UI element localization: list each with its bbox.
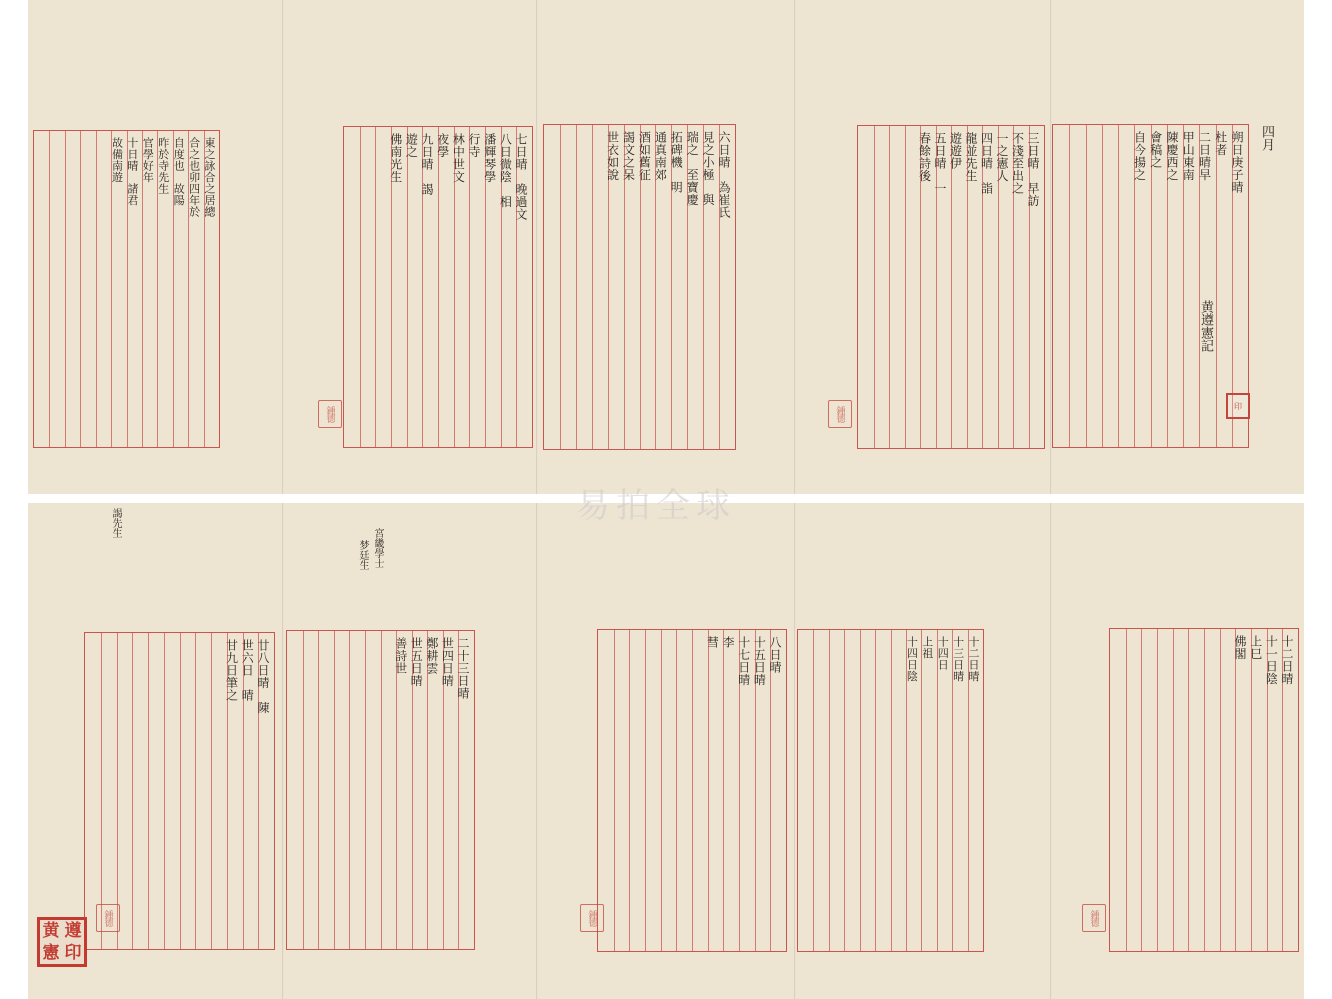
margin-note: 宮畿學士 [372,528,383,568]
manuscript-column: 世衣如說 [605,131,620,181]
ruling-line [96,131,97,447]
ruling-line [629,630,630,951]
manuscript-column: 不淺至出之 [1010,132,1025,195]
manuscript-panel-7 [286,630,475,950]
manuscript-column: 昨於寺先生 [156,137,170,195]
fold-line [1050,503,1052,999]
manuscript-column: 六日晴 為崔氏 [717,131,731,219]
title-seal: 印 [1226,393,1250,419]
manuscript-column: 自今揚之 [1132,131,1147,181]
manuscript-column: 善詩世 [393,637,408,675]
manuscript-column: 自度也 故陽 [172,137,186,206]
manuscript-column: 四日晴 詣 [979,132,994,195]
manuscript-column: 五日晴 一 [933,132,947,195]
month-heading: 四月 [1259,125,1274,151]
manuscript-panel-1 [33,130,220,448]
manuscript-column: 九日晴 謁 [420,133,434,196]
manuscript-column: 謁文之呆 [621,131,636,181]
watermark: 易拍全球 [576,486,736,526]
manuscript-column: 二十三日晴 [456,637,470,700]
ruling-line [80,131,81,447]
ruling-line [1188,629,1189,951]
ruling-line [1157,629,1158,951]
manuscript-column: 甘九日筆之 [224,639,239,702]
manuscript-panel-10 [1109,628,1299,952]
manuscript-column: 八日晴 [768,636,782,674]
ruling-line [1173,629,1174,951]
manuscript-column: 十二日晴 [967,636,980,682]
manuscript-column: 八日微陰 相 [498,133,513,208]
collector-seal: 鍾德 [96,904,120,932]
manuscript-column: 龍並先生 [964,132,978,182]
seal-char: 黄 [42,921,60,941]
ruling-line [49,131,50,447]
manuscript-column: 鄭耕雲 [424,637,439,675]
ruling-line [1102,125,1103,447]
manuscript-column: 官學好年 [141,137,155,183]
ruling-line [65,131,66,447]
ruling-line [148,633,149,949]
manuscript-column: 杜者 [1213,131,1228,156]
manuscript-panel-4 [857,125,1045,449]
ruling-line [375,127,376,447]
seal-char: 憲 [42,943,60,963]
fold-line [282,503,284,999]
manuscript-column: 廿八日晴 陳 [256,639,270,714]
fold-line [282,0,284,494]
manuscript-column: 十三日晴 [951,636,965,682]
manuscript-column: 十日晴 諸君 [125,137,139,206]
ruling-line [1069,125,1070,447]
fold-line [536,503,538,999]
manuscript-column: 七日晴 晚過文 [514,133,528,221]
manuscript-column: 世五日晴 [409,637,424,687]
ruling-line [614,630,615,951]
manuscript-column: 合之也卯四年於 [187,137,201,218]
ruling-line [195,633,196,949]
manuscript-column: 李 [721,636,735,649]
manuscript-column: 上祖 [920,636,934,659]
collector-seal: 鍾德 [318,400,342,428]
seal-char: 印 [64,943,82,963]
ruling-line [645,630,646,951]
ruling-line [875,630,876,951]
manuscript-panel-6 [84,632,275,950]
ruling-line [101,633,102,949]
ruling-line [334,631,335,949]
collector-seal-large [37,917,87,967]
title-note: 黄遵憲記 [1198,300,1213,352]
collector-seal: 鍾德 [580,904,604,932]
manuscript-column: 佛南光生 [388,133,403,183]
manuscript-column: 十五日晴 [752,636,767,686]
ruling-line [211,633,212,949]
ruling-line [1204,629,1205,951]
manuscript-column: 世六日 晴 [240,639,255,702]
manuscript-column: 通真南郊 [653,131,668,181]
ruling-line [1220,629,1221,951]
ruling-line [891,630,892,951]
manuscript-column: 十一日陰 [1264,635,1279,685]
manuscript-panel-8 [597,629,787,952]
ruling-line [874,126,875,448]
margin-note: 謁先生 [110,508,121,538]
manuscript-panel-2 [343,126,533,448]
manuscript-column: 東之詠合之居總 [203,137,216,218]
ruling-line [1141,629,1142,951]
ruling-line [661,630,662,951]
ruling-line [676,630,677,951]
seal-char: 遵 [64,921,82,941]
ruling-line [381,631,382,949]
manuscript-column: 林中世文 [451,133,466,183]
manuscript-column: 潘輝琴學 [482,133,497,183]
ruling-line [1126,629,1127,951]
fold-line [536,0,538,494]
ruling-line [1086,125,1087,447]
ruling-line [889,126,890,448]
ruling-line [905,126,906,448]
manuscript-panel-9 [797,629,984,952]
manuscript-column: 十四日陰 [905,636,919,682]
manuscript-column: 拓碑機 明 [669,131,684,194]
manuscript-column: 見之小極 與 [701,131,716,206]
ruling-line [117,633,118,949]
manuscript-column: 佛閣 [1233,635,1247,660]
ruling-line [132,633,133,949]
manuscript-column: 上巳 [1248,635,1263,660]
ruling-line [576,125,577,449]
ruling-line [164,633,165,949]
ruling-line [829,630,830,951]
manuscript-column: 二日晴早 [1197,131,1212,181]
collector-seal: 鍾德 [1082,904,1106,932]
ruling-line [303,631,304,949]
manuscript-column: 十二日晴 [1280,635,1294,685]
ruling-line [360,127,361,447]
manuscript-column: 夜學 [435,133,450,158]
fold-line [794,503,796,999]
manuscript-column: 瑞之 至寶慶 [685,131,700,206]
manuscript-column: 十四日 [936,636,950,671]
ruling-line [180,633,181,949]
ruling-line [860,630,861,951]
manuscript-panel-5 [1052,124,1274,448]
collector-seal: 鍾德 [828,400,852,428]
manuscript-column: 遊之 [404,133,419,158]
manuscript-column: 世四日晴 [440,637,455,687]
manuscript-column: 陳慶西之 [1165,131,1179,181]
manuscript-column: 會稿之 [1148,131,1163,169]
ruling-line [1118,125,1119,447]
ruling-line [813,630,814,951]
ruling-line [592,125,593,449]
manuscript-column: 三日晴 早訪 [1026,132,1040,207]
margin-note: 梦廷生 [357,540,368,570]
manuscript-column: 一之憲人 [995,132,1009,182]
manuscript-column: 甲山東南 [1181,131,1196,181]
manuscript-column: 春餘詩後 [917,132,932,182]
manuscript-column: 行寺 [467,133,481,158]
fold-line [794,0,796,494]
ruling-line [560,125,561,449]
manuscript-column: 故備南遊 [110,137,124,183]
manuscript-column: 十七日晴 [736,636,751,686]
manuscript-column: 朔日庚子晴 [1230,131,1244,194]
ruling-line [318,631,319,949]
ruling-line [349,631,350,949]
manuscript-column: 彗 [705,636,720,649]
ruling-line [844,630,845,951]
manuscript-panel-3 [543,124,736,450]
manuscript-column: 遊遊伊 [948,132,963,170]
ruling-line [692,630,693,951]
manuscript-column: 酒如舊征 [637,131,652,181]
ruling-line [365,631,366,949]
